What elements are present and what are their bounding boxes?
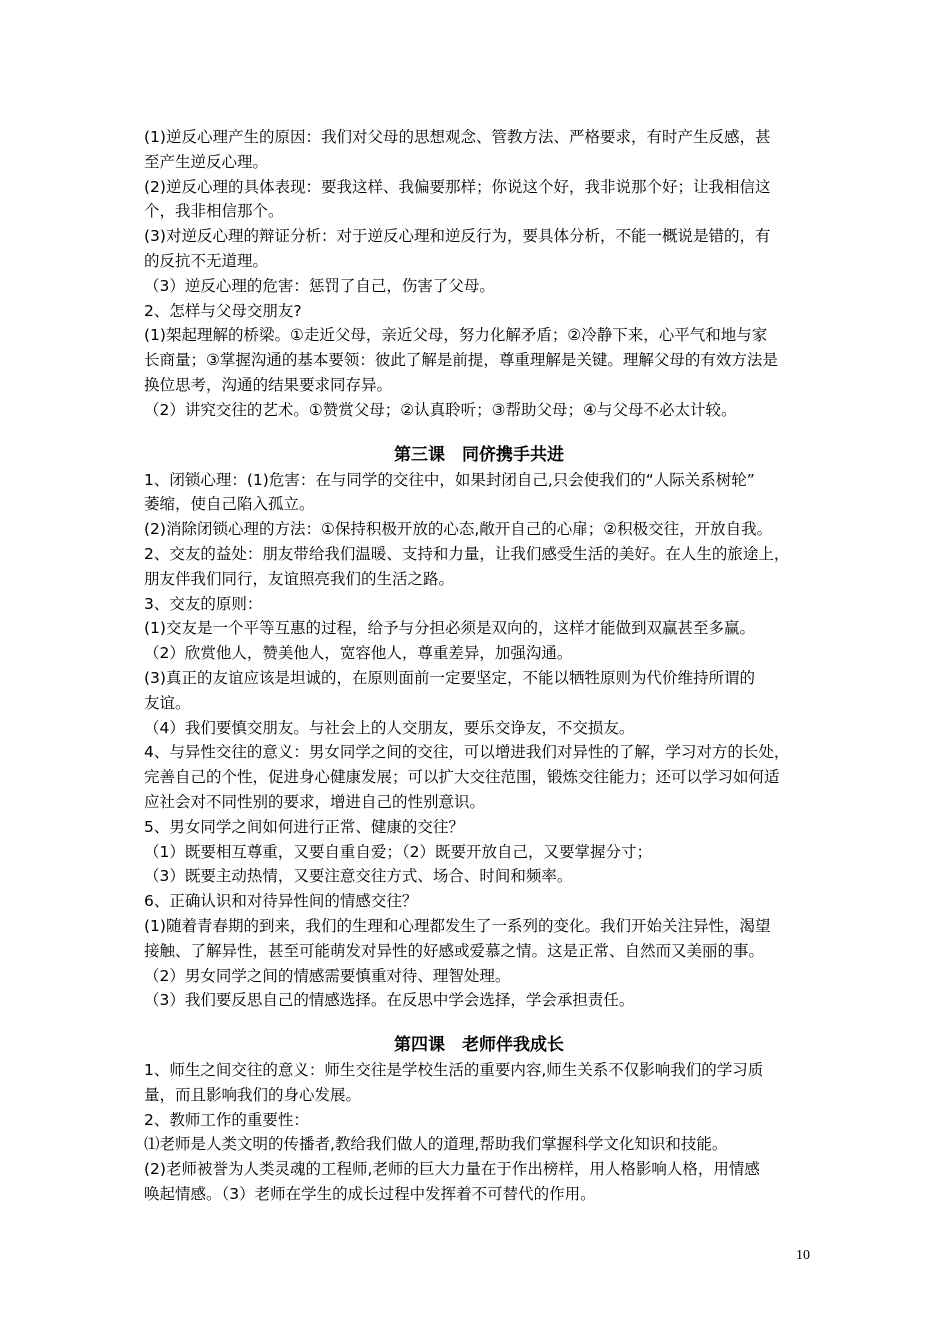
section-title: 第三课 同侪携手共进 [394,444,564,465]
text-line: (2)老师被誉为人类灵魂的工程师,老师的巨大力量在于作出榜样，用人格影响人格，用情感 [144,1160,760,1179]
text-line: 1、闭锁心理：(1)危害：在与同学的交往中，如果封闭自己,只会使我们的“人际关系树轮” [144,470,755,489]
text-line: 量，而且影响我们的身心发展。 [144,1085,362,1104]
text-line: 2、怎样与父母交朋友? [144,301,302,320]
page-number: 10 [796,1248,810,1263]
text-line: (2)逆反心理的具体表现：要我这样、我偏要那样；你说这个好，我非说那个好；让我相信这 [144,177,771,196]
text-line: ⑴老师是人类文明的传播者,教给我们做人的道理,帮助我们掌握科学文化知识和技能。 [144,1135,728,1154]
text-line: (1)随着青春期的到来，我们的生理和心理都发生了一系列的变化。我们开始关注异性，渴望 [144,916,771,935]
text-line: 唤起情感。（3）老师在学生的成长过程中发挥着不可替代的作用。 [144,1185,596,1204]
document-page [144,125,814,1207]
text-line: 2、交友的益处：朋友带给我们温暖、支持和力量，让我们感受生活的美好。在人生的旅途上， [144,544,790,563]
section-peers [144,468,814,1014]
text-line: （2）讲究交往的艺术。①赞赏父母；②认真聆听；③帮助父母；④与父母不必太计较。 [144,400,737,419]
text-line: (3)对逆反心理的辩证分析：对于逆反心理和逆反行为，要具体分析，不能一概说是错的，有 [144,227,771,246]
text-line: 3、交友的原则： [144,594,263,613]
text-line: 5、男女同学之间如何进行正常、健康的交往？ [144,817,464,836]
text-line: （3）逆反心理的危害：惩罚了自己，伤害了父母。 [144,276,495,295]
text-line: 2、教师工作的重要性： [144,1110,309,1129]
text-line: （3）我们要反思自己的情感选择。在反思中学会选择，学会承担责任。 [144,991,635,1010]
text-line: （1）既要相互尊重，又要自重自爱；（2）既要开放自己，又要掌握分寸； [144,842,652,861]
text-line: 友谊。 [144,693,191,712]
section-teachers [144,1058,814,1207]
text-line: 应社会对不同性别的要求，增进自己的性别意识。 [144,792,486,811]
text-line: （3）既要主动热情，又要注意交往方式、场合、时间和频率。 [144,867,573,886]
text-line: 接触、了解异性，甚至可能萌发对异性的好感或爱慕之情。这是正常、自然而又美丽的事。 [144,941,765,960]
text-line: (3)真正的友谊应该是坦诚的，在原则面前一定要坚定，不能以牺牲原则为代价维持所谓的 [144,668,755,687]
text-line: 4、与异性交往的意义：男女同学之间的交往，可以增进我们对异性的了解，学习对方的长处， [144,743,790,762]
text-line: （4）我们要慎交朋友。与社会上的人交朋友，要乐交诤友，不交损友。 [144,718,635,737]
text-line: (1)逆反心理产生的原因：我们对父母的思想观念、管教方法、严格要求，有时产生反感，甚 [144,128,771,146]
text-line: 至产生逆反心理。 [144,152,269,171]
text-line: 6、正确认识和对待异性间的情感交往？ [144,892,418,911]
section-title: 第四课 老师伴我成长 [394,1035,564,1056]
text-line: 萎缩，使自己陷入孤立。 [144,495,315,514]
text-line: 完善自己的个性，促进身心健康发展；可以扩大交往范围，锻炼交往能力；还可以学习如何适 [144,768,780,787]
text-line: (2)消除闭锁心理的方法：①保持积极开放的心态,敞开自己的心扉；②积极交往，开放自我。 [144,520,773,539]
text-line: （2）男女同学之间的情感需要慎重对待、理智处理。 [144,966,511,985]
text-line: 1、师生之间交往的意义：师生交往是学校生活的重要内容,师生关系不仅影响我们的学习质 [144,1061,764,1080]
text-line: 朋友伴我们同行，友谊照亮我们的生活之路。 [144,569,455,588]
text-line: 个，我非相信那个。 [144,202,284,221]
text-line: 的反抗不无道理。 [144,251,269,270]
text-line: 换位思考，沟通的结果要求同存异。 [144,375,393,394]
text-line: (1)交友是一个平等互惠的过程，给予与分担必须是双向的，这样才能做到双赢甚至多赢。 [144,619,755,638]
text-line: 长商量；③掌握沟通的基本要领：彼此了解是前提，尊重理解是关键。理解父母的有效方法是 [144,351,778,370]
text-line: （2）欣赏他人，赞美他人，宽容他人，尊重差异，加强沟通。 [144,644,573,663]
section-parents [144,125,814,423]
text-line: (1)架起理解的桥梁。①走近父母，亲近父母，努力化解矛盾；②冷静下来，心平气和地与家 [144,326,768,345]
